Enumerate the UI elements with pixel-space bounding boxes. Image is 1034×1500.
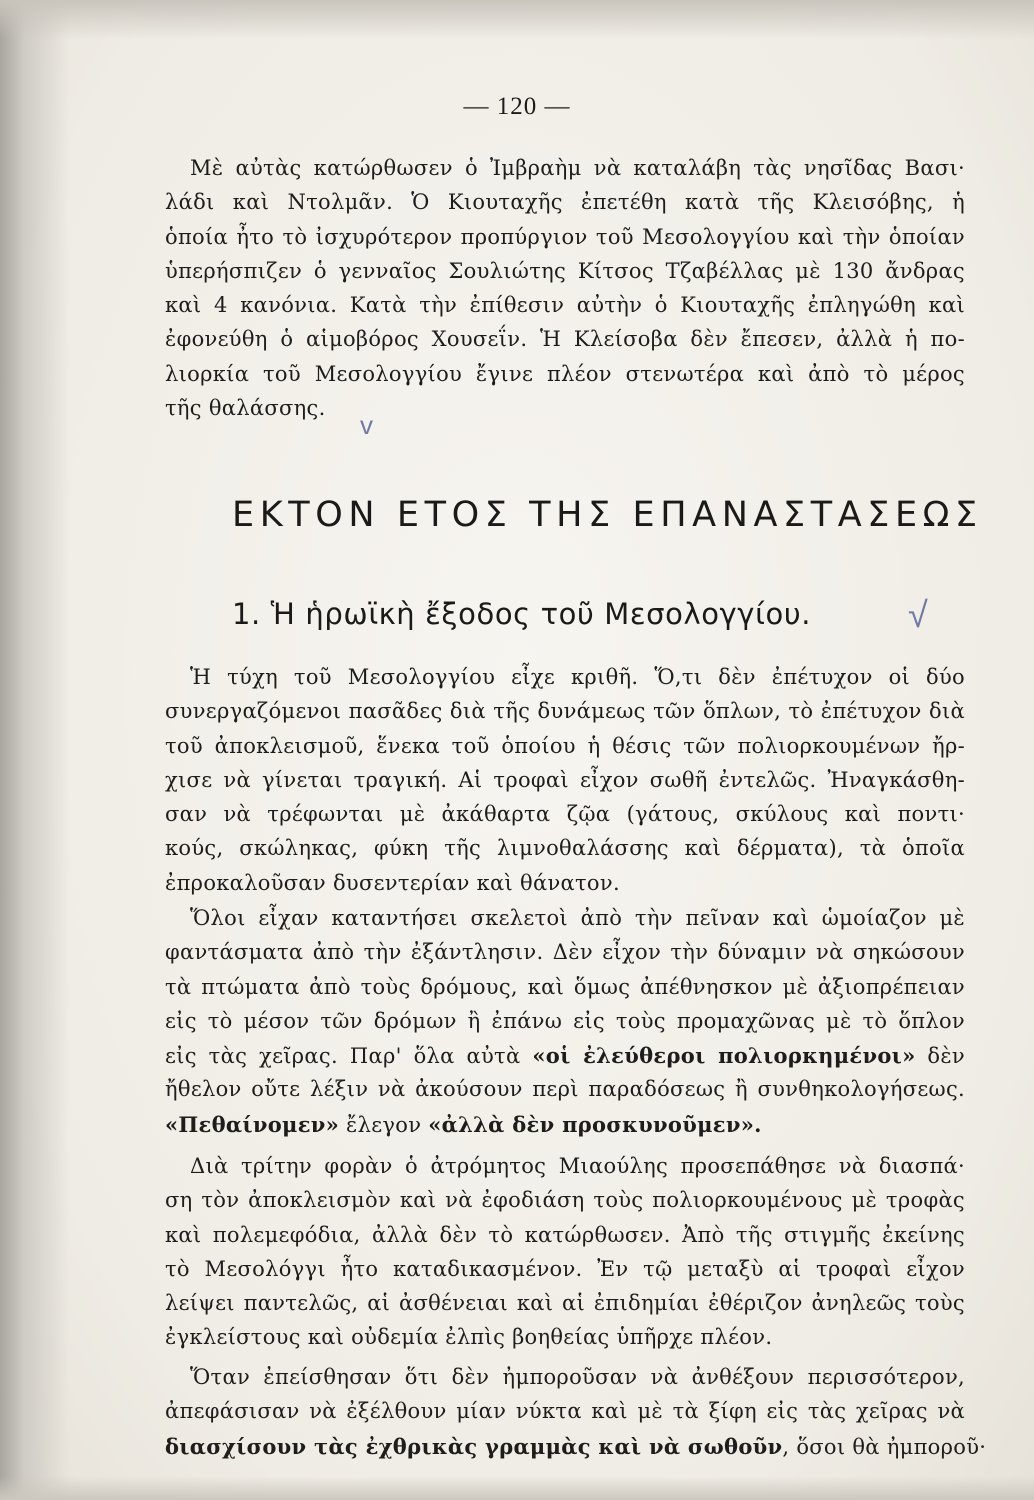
text-fragment: ἔλεγον <box>339 1112 429 1137</box>
page-number: — 120 — <box>463 93 571 120</box>
text-line: ἐγκλείστους καὶ οὐδεμία ἐλπὶς βοηθείας ὑπῆρχε πλέον. <box>165 1325 773 1350</box>
text-line: ὑπερήσπιζεν ὁ γενναῖος Σουλιώτης Κίτσος Τζαβέλλας μὲ 130 ἄνδρας <box>165 258 965 283</box>
page-edge-shadow <box>0 0 70 1500</box>
text-line: χισε νὰ γίνεται τραγική. Αἱ τροφαὶ εἶχον σωθῆ ἐντελῶς. Ἠναγκάσθη- <box>165 767 965 792</box>
paragraph-2 <box>165 665 965 905</box>
text-line <box>165 1043 965 1077</box>
text-line: τῆς θαλάσσης. <box>165 396 326 421</box>
page-bottom-shadow <box>0 1476 1034 1500</box>
text-line: Ὅλοι εἶχαν καταντήσει σκελετοὶ ἀπὸ τὴν πεῖναν καὶ ὡμοίαζον μὲ <box>190 906 965 930</box>
text-fragment: εἰς τὰς χεῖρας. Παρ' ὅλα αὐτὰ <box>165 1044 533 1069</box>
pencil-check-mark: √ <box>908 594 928 635</box>
text-line: ἀπεφάσισαν νὰ ἐξέλθουν μίαν νύκτα καὶ μὲ τὰ ξίφη εἰς τὰς χεῖρας νὰ <box>165 1399 965 1424</box>
bold-quote: «οἱ ἐλεύθεροι πολιορκημένοι» <box>532 1043 916 1069</box>
subsection-title: 1. Ἡ ἡρωϊκὴ ἔξοδος τοῦ Μεσολογγίου. <box>232 597 812 631</box>
pencil-check-mark: v <box>360 410 373 440</box>
page-top-shadow <box>0 0 1034 40</box>
text-line: ἐπροκαλοῦσαν δυσεντερίαν καὶ θάνατον. <box>165 870 620 895</box>
bold-quote: «ἀλλὰ δὲν προσκυνοῦμεν». <box>428 1111 762 1137</box>
text-line: τοῦ ἀποκλεισμοῦ, ἕνεκα τοῦ ὁποίου ἡ θέσις τῶν πολιορκουμένων ἤρ- <box>165 733 965 758</box>
text-line: ὁποία ἦτο τὸ ἰσχυρότερον προπύργιον τοῦ Μεσολογγίου καὶ τὴν ὁποίαν <box>165 224 965 249</box>
text-fragment: δὲν <box>915 1044 965 1069</box>
text-line: εἰς τὸ μέσον τῶν δρόμων ἢ ἐπάνω εἰς τοὺς προμαχῶνας μὲ τὸ ὅπλον <box>165 1008 965 1033</box>
text-fragment: , ὅσοι θὰ ἠμποροῦ· <box>782 1434 987 1459</box>
text-line: λείψει παντελῶς, αἱ ἀσθένειαι καὶ αἱ ἐπιδημίαι ἐθέριζον ἀνηλεῶς τοὺς <box>165 1291 965 1316</box>
text-line: Διὰ τρίτην φορὰν ὁ ἀτρόμητος Μιαούλης προσεπάθησε νὰ διασπά· <box>190 1154 965 1178</box>
paragraph-1 <box>165 156 965 430</box>
text-line: Ἡ τύχη τοῦ Μεσολογγίου εἶχε κριθῆ. Ὅ,τι δὲν ἐπέτυχον οἱ δύο <box>190 665 965 689</box>
text-line: κούς, σκώληκας, φύκη τῆς λιμνοθαλάσσης καὶ δέρματα), τὰ ὁποῖα <box>165 836 965 861</box>
text-line: Μὲ αὐτὰς κατώρθωσεν ὁ Ἰμβραὴμ νὰ καταλάβη τὰς νησῖδας Βασι· <box>190 156 965 180</box>
section-title: ΕΚΤΟΝ ΕΤΟΣ ΤΗΣ ΕΠΑΝΑΣΤΑΣΕΩΣ <box>232 495 983 535</box>
text-line: ση τὸν ἀποκλεισμὸν καὶ νὰ ἐφοδιάση τοὺς πολιορκουμένους μὲ τροφὰς <box>165 1188 965 1213</box>
text-line: ἤθελον οὔτε λέξιν νὰ ἀκούσουν περὶ παραδόσεως ἢ συνθηκολογήσεως. <box>165 1077 965 1102</box>
text-line: λάδι καὶ Ντολμᾶν. Ὁ Κιουταχῆς ἐπετέθη κατὰ τῆς Κλεισόβης, ἡ <box>165 190 965 215</box>
text-line: καὶ πολεμεφόδια, ἀλλὰ δὲν τὸ κατώρθωσεν. Ἀπὸ τῆς στιγμῆς ἐκείνης <box>165 1222 965 1247</box>
text-line: ἐφονεύθη ὁ αἱμοβόρος Χουσεΐν. Ἡ Κλείσοβα δὲν ἔπεσεν, ἀλλὰ ἡ πο- <box>165 327 965 352</box>
text-line: φαντάσματα ἀπὸ τὴν ἐξάντλησιν. Δὲν εἶχον τὴν δύναμιν νὰ σηκώσουν <box>165 940 965 965</box>
text-line <box>165 1433 987 1468</box>
bold-text: διασχίσουν τὰς ἐχθρικὰς γραμμὰς καὶ νὰ σωθοῦν <box>165 1433 783 1459</box>
text-line: καὶ 4 κανόνια. Κατὰ τὴν ἐπίθεσιν αὐτὴν ὁ Κιουταχῆς ἐπληγώθη καὶ <box>165 293 965 318</box>
paragraph-5 <box>165 1365 987 1468</box>
paragraph-4 <box>165 1154 965 1360</box>
text-line: λιορκία τοῦ Μεσολογγίου ἔγινε πλέον στενωτέρα καὶ ἀπὸ τὸ μέρος <box>165 361 965 386</box>
text-line: σαν νὰ τρέφωνται μὲ ἀκάθαρτα ζῷα (γάτους, σκύλους καὶ ποντι· <box>165 802 965 827</box>
text-line: συνεργαζόμενοι πασᾶδες διὰ τῆς δυνάμεως τῶν ὅπλων, τὸ ἐπέτυχον διὰ <box>165 699 965 724</box>
text-line: Ὅταν ἐπείσθησαν ὅτι δὲν ἠμποροῦσαν νὰ ἀνθέξουν περισσότερον, <box>190 1365 965 1389</box>
paragraph-3 <box>165 906 965 1146</box>
bold-quote: «Πεθαίνομεν» <box>165 1111 340 1137</box>
text-line: τὸ Μεσολόγγι ἦτο καταδικασμένον. Ἐν τῷ μεταξὺ αἱ τροφαὶ εἶχον <box>165 1256 965 1281</box>
text-line: τὰ πτώματα ἀπὸ τοὺς δρόμους, καὶ ὅμως ἀπέθνησκον μὲ ἀξιοπρέπειαν <box>165 974 965 999</box>
text-line <box>165 1112 965 1146</box>
